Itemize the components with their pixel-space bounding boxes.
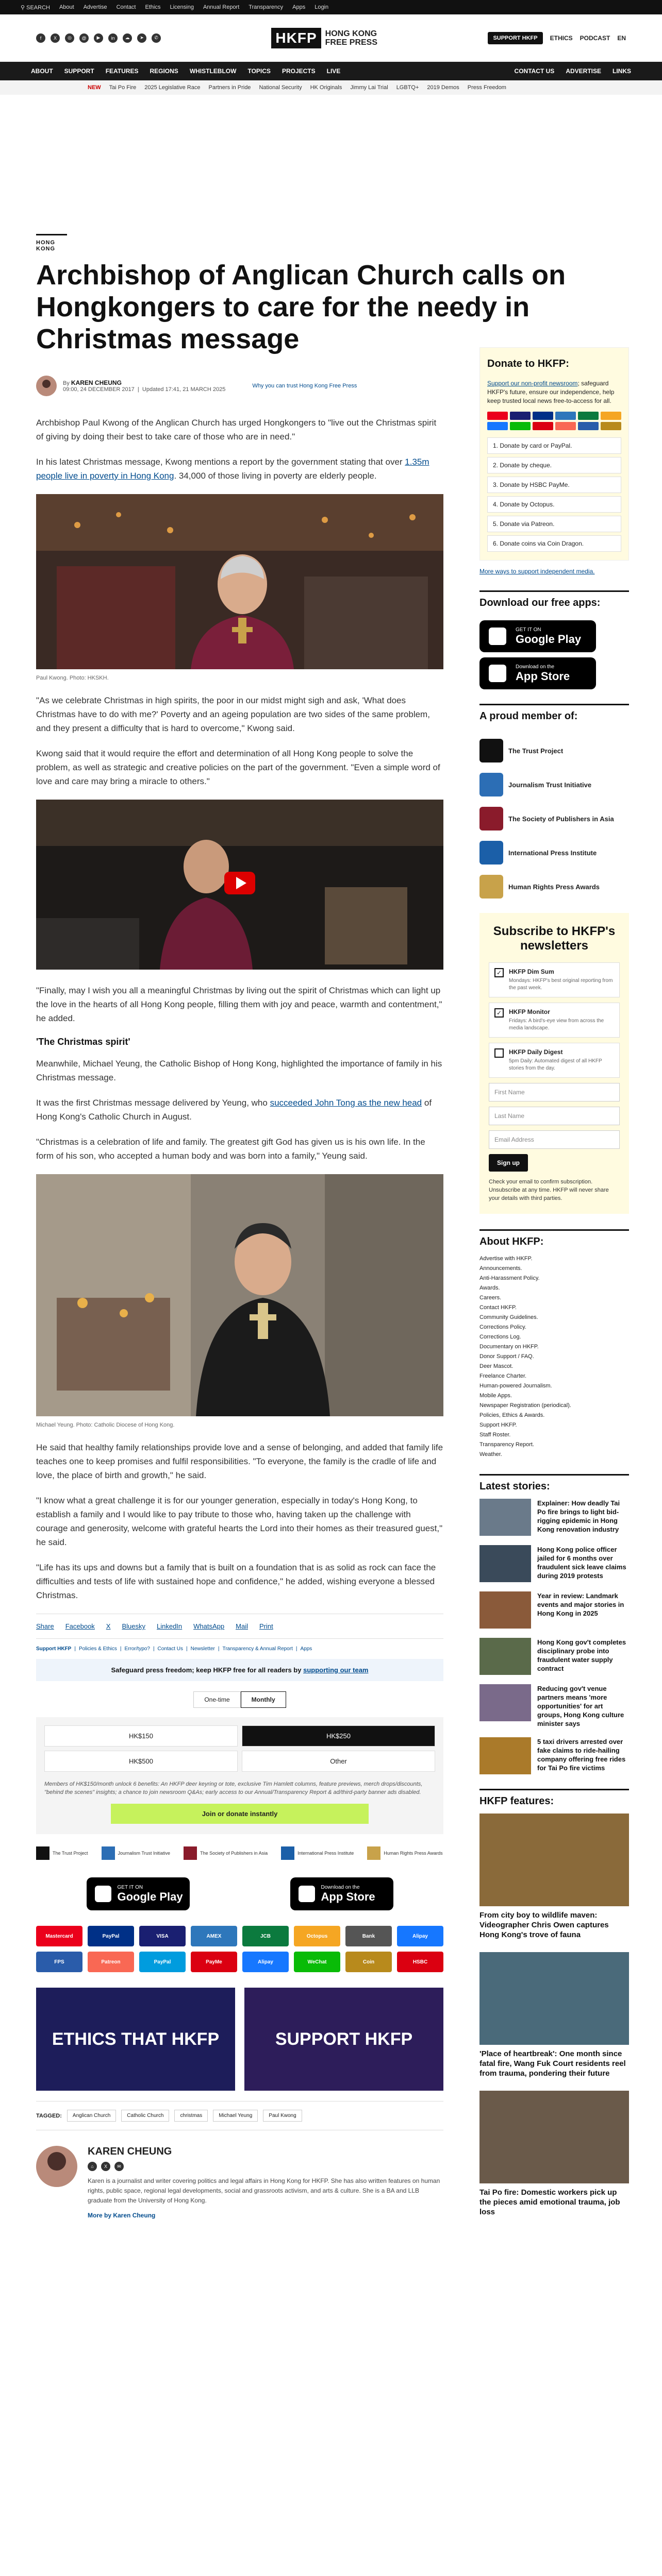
support-links: Support HKFP | Policies & Ethics | Error/typo? | Contact Us | Newsletter | Transparency & Annual Report | Apps — [36, 1646, 312, 1652]
jti-icon — [102, 1846, 115, 1860]
features-widget — [479, 1789, 629, 2217]
share-linkedin[interactable]: LinkedIn — [157, 1622, 183, 1630]
newsletter-title: Subscribe to HKFP's newsletters — [493, 924, 616, 953]
trending-item[interactable]: LGBTQ+ — [396, 84, 419, 91]
wechat-pay-icon[interactable]: WeChat — [294, 1952, 340, 1972]
support-banner[interactable]: SUPPORT HKFP — [244, 1988, 443, 2091]
amount-option-selected[interactable]: HK$250 — [242, 1725, 435, 1747]
jcb-icon[interactable]: JCB — [242, 1926, 289, 1946]
feature-story[interactable]: 'Place of heartbreak': One month since fatal fire, Wang Fuk Court residents reel from trauma, pondering their future — [479, 1952, 629, 2078]
more-by-author-link[interactable]: More by Karen Cheung — [88, 2212, 156, 2219]
author-avatar[interactable] — [36, 376, 57, 396]
about-link[interactable]: Transparency Report. — [479, 1442, 534, 1448]
topbar-item[interactable]: Apps — [292, 4, 306, 10]
about-link[interactable]: Documentary on HKFP. — [479, 1344, 539, 1350]
trending-item[interactable]: 2025 Legislative Race — [144, 84, 201, 91]
amount-option-other[interactable]: Other — [242, 1751, 435, 1772]
newsletter-option[interactable]: HKFP Daily Digest 5pm Daily: Automated digest of all HKFP stories from the day. — [489, 1043, 620, 1078]
app-store-button[interactable]: Download on the App Store — [479, 657, 596, 689]
latest-story[interactable]: Year in review: Landmark events and major stories in Hong Kong in 2025 — [479, 1591, 629, 1629]
share-print[interactable]: Print — [259, 1622, 273, 1630]
support-link[interactable]: Apps — [300, 1646, 312, 1652]
alipay-hk-icon[interactable]: Alipay — [242, 1952, 289, 1972]
share-mail[interactable]: Mail — [236, 1622, 248, 1630]
donate-option[interactable]: 3. Donate by HSBC PayMe. — [487, 477, 621, 493]
trust-project-icon — [36, 1846, 49, 1860]
share-bluesky[interactable]: Bluesky — [122, 1622, 145, 1630]
about-link[interactable]: Announcements. — [479, 1265, 522, 1272]
sopa-icon — [479, 807, 503, 831]
paragraph: "Christmas is a celebration of life and family. The greatest gift God has given us is his own life. In the form of his son, who accepted a human body and was born into a family," Yeung said. — [36, 1137, 425, 1161]
nav-right-item[interactable]: LINKS — [613, 67, 631, 75]
feature-story[interactable]: Tai Po fire: Domestic workers pick up the pieces amid emotional trauma, job loss — [479, 2091, 629, 2217]
site-header — [0, 14, 662, 62]
feature-story[interactable]: From city boy to wildlife maven: Videographer Chris Owen captures Hong Kong's trove of fauna — [479, 1814, 629, 1940]
member-badges: The Trust Project Journalism Trust Initiative The Society of Publishers in Asia International Press Institute Human Rights Press Awards — [36, 1834, 443, 1872]
logo-text: HONG KONG FREE PRESS — [325, 29, 378, 47]
about-link[interactable]: Careers. — [479, 1295, 502, 1301]
membership-box — [36, 1780, 443, 1834]
ethics-banner[interactable]: ETHICS THAT HKFP — [36, 1988, 235, 2091]
author-x-icon[interactable]: X — [101, 2162, 110, 2171]
topbar-item[interactable]: Transparency — [249, 4, 284, 10]
story-thumbnail — [479, 1499, 531, 1536]
coin-icon[interactable]: Coin — [345, 1952, 392, 1972]
author-name[interactable]: KAREN CHEUNG — [71, 379, 122, 386]
about-link[interactable]: Human-powered Journalism. — [479, 1383, 552, 1389]
donation-amounts — [36, 1717, 443, 1780]
support-team-link[interactable]: supporting our team — [303, 1666, 369, 1674]
email-input[interactable]: Email Address — [489, 1130, 620, 1149]
ipi-icon — [479, 841, 503, 865]
nav-item[interactable]: ABOUT — [31, 67, 53, 75]
first-name-input[interactable]: First Name — [489, 1083, 620, 1101]
whatsapp-icon[interactable]: ✆ — [152, 33, 161, 43]
nav-right-item[interactable]: ADVERTISE — [566, 67, 601, 75]
support-link[interactable]: Newsletter — [190, 1646, 215, 1652]
category-kicker[interactable]: HONG KONG — [36, 234, 67, 252]
nav-item[interactable]: TOPICS — [247, 67, 271, 75]
amount-option[interactable]: HK$500 — [44, 1751, 238, 1772]
youtube-icon[interactable]: ▶ — [94, 33, 103, 43]
hrpa-icon — [367, 1846, 380, 1860]
paragraph: Kwong said that it would require the effort and determination of all Hong Kong people to solve the problem, as well as strategic and creative policies on the part of the government. "Even a simple word of love and care may bring a miracle to others." — [36, 749, 440, 786]
topbar-item[interactable]: Advertise — [83, 4, 107, 10]
donate-option[interactable]: 2. Donate by cheque. — [487, 457, 621, 473]
signup-button[interactable]: Sign up — [489, 1154, 528, 1172]
about-link[interactable]: Freelance Charter. — [479, 1373, 527, 1379]
paragraph: Meanwhile, Michael Yeung, the Catholic Bishop of Hong Kong, highlighted the importance of family in his Christmas message. — [36, 1059, 442, 1082]
about-link[interactable]: Policies, Ethics & Awards. — [479, 1412, 545, 1418]
donate-option[interactable]: 5. Donate via Patreon. — [487, 516, 621, 532]
feature-image — [479, 2091, 629, 2183]
paragraph: "I know what a great challenge it is for our younger generation, especially in today's Hong Kong, to establish a family and I would like to pay tribute to those who, having taken up the challenge with courage and generosity, welcome with grateful hearts the Lord into their homes as their treasured guest," he said. — [36, 1496, 443, 1547]
author-box — [36, 2146, 443, 2219]
nav-item[interactable]: WHISTLEBLOW — [189, 67, 237, 75]
logo-mark: HKFP — [271, 28, 321, 48]
donate-option[interactable]: 1. Donate by card or PayPal. — [487, 437, 621, 454]
about-link[interactable]: Advertise with HKFP. — [479, 1256, 533, 1262]
monthly-tab[interactable]: Monthly — [241, 1691, 286, 1708]
nav-item[interactable]: PROJECTS — [282, 67, 316, 75]
support-link[interactable]: Error/typo? — [124, 1646, 150, 1652]
topbar-item[interactable]: About — [59, 4, 74, 10]
publish-date: 09:00, 24 DECEMBER 2017 — [63, 386, 135, 393]
about-link[interactable]: Awards. — [479, 1285, 500, 1291]
newsletter-option[interactable]: ✓ HKFP Dim Sum Mondays: HKFP's best original reporting from the past week. — [489, 962, 620, 997]
nav-item[interactable]: FEATURES — [105, 67, 139, 75]
latest-title: Latest stories: — [479, 1481, 550, 1492]
story-thumbnail — [479, 1591, 531, 1629]
paypal-icon[interactable]: PayPal — [139, 1952, 186, 1972]
promo-banners — [36, 1988, 443, 2091]
story-thumbnail — [479, 1684, 531, 1721]
donate-widget: Donate to HKFP: Support our non-profit newsroom; safeguard HKFP's future, ensure our independence, help keep trusted local news free-to-access for all. 1. Donate by card or PayPal. 2. Donate by cheque. 3. Donate by HSBC PayMe. 4. Donate by Octopus. 5. Donate via Patreon. 6. Donate coins via Coin Dragon. — [479, 347, 629, 561]
about-link[interactable]: Community Guidelines. — [479, 1314, 538, 1320]
about-link[interactable]: Weather. — [479, 1451, 502, 1458]
about-link[interactable]: Donor Support / FAQ. — [479, 1353, 534, 1360]
trending-item[interactable]: HK Originals — [310, 84, 342, 91]
tag[interactable]: Paul Kwong — [263, 2110, 302, 2122]
nav-item[interactable]: LIVE — [326, 67, 341, 75]
latest-story[interactable]: Explainer: How deadly Tai Po fire brings to light bid-rigging epidemic in Hong Kong renovation industry — [479, 1499, 629, 1536]
linkedin-icon[interactable]: in — [108, 33, 118, 43]
byline: By KAREN CHEUNG 09:00, 24 DECEMBER 2017 | Updated 17:41, 21 MARCH 2025 Why you can trust Hong Kong Free Press — [36, 376, 443, 396]
membership-benefits: Members of HK$150/month unlock 6 benefits: An HKFP deer keyring or tote, exclusive Tim Hamlett columns, feature previews, merch drops/discounts, "behind the scenes" insights; a chance to join newsroom Q&As; early access to our Annual/Transparency Report & ad/third-party banner ads disabled. — [44, 1781, 423, 1795]
latest-story[interactable]: Hong Kong police officer jailed for 6 months over fraudulent sick leave claims during 2019 protests — [479, 1545, 629, 1582]
trending-item[interactable]: Tai Po Fire — [109, 84, 137, 91]
paragraph: In his latest Christmas message, Kwong mentions a report by the government stating that over 1.35m people live in poverty in Hong Kong. 34,000 of those living in poverty are elderly people. — [36, 457, 429, 481]
about-link[interactable]: Newspaper Registration (periodical). — [479, 1402, 571, 1409]
ipi-icon — [281, 1846, 294, 1860]
podcast-link[interactable]: PODCAST — [580, 34, 610, 42]
features-title: HKFP features: — [479, 1795, 554, 1807]
paragraph: It was the first Christmas message delivered by Yeung, who succeeded John Tong as the new head of Hong Kong's Catholic Church in August. — [36, 1098, 432, 1122]
support-hkfp-button[interactable]: SUPPORT HKFP — [488, 32, 542, 44]
x-icon[interactable]: X — [51, 33, 60, 43]
visa-icon[interactable]: VISA — [139, 1926, 186, 1946]
last-name-input[interactable]: Last Name — [489, 1107, 620, 1125]
about-link[interactable]: Contact HKFP. — [479, 1304, 517, 1311]
app-store-buttons — [36, 1877, 443, 1910]
latest-story[interactable]: Hong Kong gov't completes disciplinary probe into fraudulent water supply contract — [479, 1638, 629, 1675]
share-bar — [36, 1614, 443, 1639]
author-email-icon[interactable]: ✉ — [114, 2162, 124, 2171]
photo-caption: Paul Kwong. Photo: HKSKH. — [36, 675, 109, 681]
story-thumbnail — [479, 1638, 531, 1675]
author-box-name[interactable]: KAREN CHEUNG — [88, 2146, 172, 2157]
amount-option[interactable]: HK$150 — [44, 1725, 238, 1747]
site-logo[interactable] — [271, 28, 377, 48]
latest-story[interactable]: Reducing gov't venue partners means 'more opportunities' for art groups, Hong Kong culture minister says — [479, 1684, 629, 1728]
donate-option[interactable]: 4. Donate by Octopus. — [487, 496, 621, 513]
about-link[interactable]: Corrections Policy. — [479, 1324, 526, 1330]
topbar-item[interactable]: Login — [315, 4, 329, 10]
share-label: Share — [36, 1622, 54, 1630]
latest-stories-widget — [479, 1474, 629, 1774]
newsletter-note: Check your email to confirm subscription. Unsubscribe at any time. HKFP will never share your details with third parties. — [489, 1179, 609, 1201]
top-utility-bar — [0, 0, 662, 14]
support-link[interactable]: Support HKFP — [36, 1646, 72, 1652]
support-link[interactable]: Policies & Ethics — [78, 1646, 117, 1652]
patreon-icon[interactable]: Patreon — [88, 1952, 134, 1972]
frequency-toggle — [36, 1691, 443, 1708]
more-ways-link[interactable]: More ways to support independent media. — [479, 568, 595, 575]
trending-item[interactable]: Partners in Pride — [208, 84, 251, 91]
safeguard-banner: Safeguard press freedom; keep HKFP free for all readers by supporting our team — [36, 1659, 443, 1681]
support-link[interactable]: Transparency & Annual Report — [222, 1646, 293, 1652]
paragraph: "As we celebrate Christmas in high spirits, the poor in our midst might sigh and ask, 'What does Christmas have to do with me?' Poverty and an ageing population are two sides of the same problem, and they present a difficulty that is hard to overcome," Kwong said. — [36, 696, 430, 733]
story-thumbnail — [479, 1545, 531, 1582]
trending-item[interactable]: 2019 Demos — [427, 84, 459, 91]
nav-item[interactable]: REGIONS — [150, 67, 178, 75]
photo-michael-yeung — [36, 1174, 443, 1418]
paragraph: Archbishop Paul Kwong of the Anglican Church has urged Hongkongers to "live out the Christmas spirit of giving by doing their best to take care of those who are in need." — [36, 418, 437, 442]
succession-link[interactable]: succeeded John Tong as the new head — [270, 1098, 422, 1108]
sopa-icon — [184, 1846, 197, 1860]
instagram-icon[interactable]: ◎ — [65, 33, 74, 43]
feature-image — [479, 1814, 629, 1906]
trending-item[interactable]: Press Freedom — [467, 84, 506, 91]
topbar-item[interactable]: Licensing — [170, 4, 194, 10]
about-widget — [479, 1229, 629, 1460]
tags-label: TAGGED: — [36, 2112, 62, 2119]
article-title: Archbishop of Anglican Church calls on Hongkongers to care for the needy in Christmas message — [36, 260, 566, 354]
paragraph: "Finally, may I wish you all a meaningful Christmas by living out the spirit of Christmas which can light up the love in the hearts of all Hong Kong people, filling them with joy and peace, warmth and contentment," he added. — [36, 986, 442, 1023]
membership-widget: A proud member of: The Trust Project Journalism Trust Initiative The Society of Publishers in Asia International Press Institute Human Rights Press Awards — [479, 704, 629, 899]
fps-icon[interactable]: FPS — [36, 1952, 82, 1972]
about-link[interactable]: Deer Mascot. — [479, 1363, 514, 1369]
donate-option[interactable]: 6. Donate coins via Coin Dragon. — [487, 535, 621, 552]
payme-icon[interactable]: PayMe — [191, 1952, 237, 1972]
about-link[interactable]: Support HKFP. — [479, 1422, 517, 1428]
latest-story[interactable]: 5 taxi drivers arrested over fake claims to ride-hailing company offering free rides for Tai Po fire victims — [479, 1737, 629, 1774]
share-facebook[interactable]: Facebook — [65, 1622, 95, 1630]
topbar-item[interactable]: Ethics — [145, 4, 161, 10]
support-link[interactable]: Contact Us — [157, 1646, 184, 1652]
trust-project-icon — [479, 739, 503, 762]
photo-caption: Michael Yeung. Photo: Catholic Diocese of Hong Kong. — [36, 1422, 175, 1428]
payment-methods — [36, 1921, 443, 1988]
story-thumbnail — [479, 1737, 531, 1774]
new-label: NEW — [88, 84, 101, 91]
topbar-item[interactable]: Annual Report — [203, 4, 240, 10]
tag[interactable]: Michael Yeung — [213, 2110, 258, 2122]
bank-icon[interactable]: Bank — [345, 1926, 392, 1946]
bluesky-icon[interactable]: ☁ — [123, 33, 132, 43]
trending-item[interactable]: National Security — [259, 84, 302, 91]
main-nav — [0, 62, 662, 80]
social-icons — [36, 33, 161, 43]
share-x[interactable]: X — [106, 1622, 111, 1630]
author-bio: Karen is a journalist and writer covering politics and legal affairs in Hong Kong for HKFP. She has also written features on human rights, public space, regional legal developments, social and grassroots activism, and arts & culture. She is a BA and LLB graduate from the University of Hong Kong. — [88, 2177, 440, 2204]
feature-image — [479, 1952, 629, 2045]
tag[interactable]: Anglican Church — [67, 2110, 116, 2122]
apps-widget — [479, 590, 629, 689]
video-embed[interactable] — [36, 800, 443, 971]
checkbox-checked-icon: ✓ — [494, 968, 504, 977]
author-photo[interactable] — [36, 2146, 77, 2187]
threads-icon[interactable]: @ — [79, 33, 89, 43]
search-link[interactable]: ⚲ SEARCH — [21, 4, 50, 11]
section-heading: 'The Christmas spirit' — [36, 1037, 130, 1047]
ethics-link[interactable]: ETHICS — [550, 34, 573, 42]
support-newsroom-link[interactable]: Support our non-profit newsroom — [487, 380, 578, 387]
nav-right-item[interactable]: CONTACT US — [514, 67, 555, 75]
paragraph: "Life has its ups and downs but a family that is built on a foundation that is as solid as rock can face the difficulties and tests of life with sustained hope and confidence," he added, wishing everyone a blessed Christmas. — [36, 1563, 436, 1600]
member-title: A proud member of: — [479, 710, 578, 722]
trust-link[interactable]: Why you can trust Hong Kong Free Press — [252, 383, 357, 389]
tag[interactable]: Catholic Church — [121, 2110, 169, 2122]
newsletter-widget — [479, 913, 629, 1214]
hsbc-icon[interactable]: HSBC — [397, 1952, 443, 1972]
google-play-button[interactable]: GET IT ON Google Play — [87, 1877, 190, 1910]
google-play-button[interactable]: GET IT ON Google Play — [479, 620, 596, 652]
telegram-icon[interactable]: ➤ — [137, 33, 146, 43]
join-donate-button[interactable]: Join or donate instantly — [111, 1804, 369, 1824]
share-whatsapp[interactable]: WhatsApp — [193, 1622, 225, 1630]
one-time-tab[interactable]: One-time — [193, 1691, 240, 1708]
about-link[interactable]: Mobile Apps. — [479, 1393, 512, 1399]
topbar-item[interactable]: Contact — [116, 4, 136, 10]
octopus-icon[interactable]: Octopus — [294, 1926, 340, 1946]
tags-bar — [36, 2101, 443, 2130]
alipay-icon[interactable]: Alipay — [397, 1926, 443, 1946]
about-title: About HKFP: — [479, 1236, 544, 1247]
newsletter-option[interactable]: ✓ HKFP Monitor Fridays: A bird's-eye view from across the media landscape. — [489, 1003, 620, 1038]
jti-icon — [479, 773, 503, 796]
checkbox-icon — [494, 1048, 504, 1058]
header-actions — [488, 32, 626, 44]
language-switch[interactable]: EN — [617, 34, 626, 42]
sidebar — [479, 347, 629, 2231]
about-link[interactable]: Anti-Harassment Policy. — [479, 1275, 540, 1281]
paragraph: He said that healthy family relationships provide love and a sense of belonging, and added that family life teaches one to keep promises and fulfil responsibilities. "To everyone, the family is the cradle of life and love, the place of birth and growth," he said. — [36, 1443, 443, 1480]
trending-item[interactable]: Jimmy Lai Trial — [350, 84, 388, 91]
donate-title: Donate to HKFP: — [487, 358, 569, 369]
checkbox-checked-icon: ✓ — [494, 1008, 504, 1018]
facebook-icon[interactable]: f — [36, 33, 45, 43]
mastercard-icon[interactable]: Mastercard — [36, 1926, 82, 1946]
paypal-icon[interactable]: PayPal — [88, 1926, 134, 1946]
poverty-link[interactable]: 1.35m people live in poverty in Hong Kong — [36, 457, 429, 481]
hrpa-icon — [479, 875, 503, 899]
amex-icon[interactable]: AMEX — [191, 1926, 237, 1946]
about-link[interactable]: Corrections Log. — [479, 1334, 521, 1340]
payment-icons — [487, 412, 621, 430]
tag[interactable]: christmas — [174, 2110, 208, 2122]
author-website-icon[interactable]: ⌂ — [88, 2162, 97, 2171]
updated-date: Updated 17:41, 21 MARCH 2025 — [142, 386, 226, 393]
app-store-button[interactable]: Download on the App Store — [290, 1877, 393, 1910]
about-link[interactable]: Staff Roster. — [479, 1432, 511, 1438]
nav-item[interactable]: SUPPORT — [64, 67, 94, 75]
photo-paul-kwong — [36, 494, 443, 671]
apps-title: Download our free apps: — [479, 597, 601, 608]
trending-bar — [0, 80, 662, 95]
